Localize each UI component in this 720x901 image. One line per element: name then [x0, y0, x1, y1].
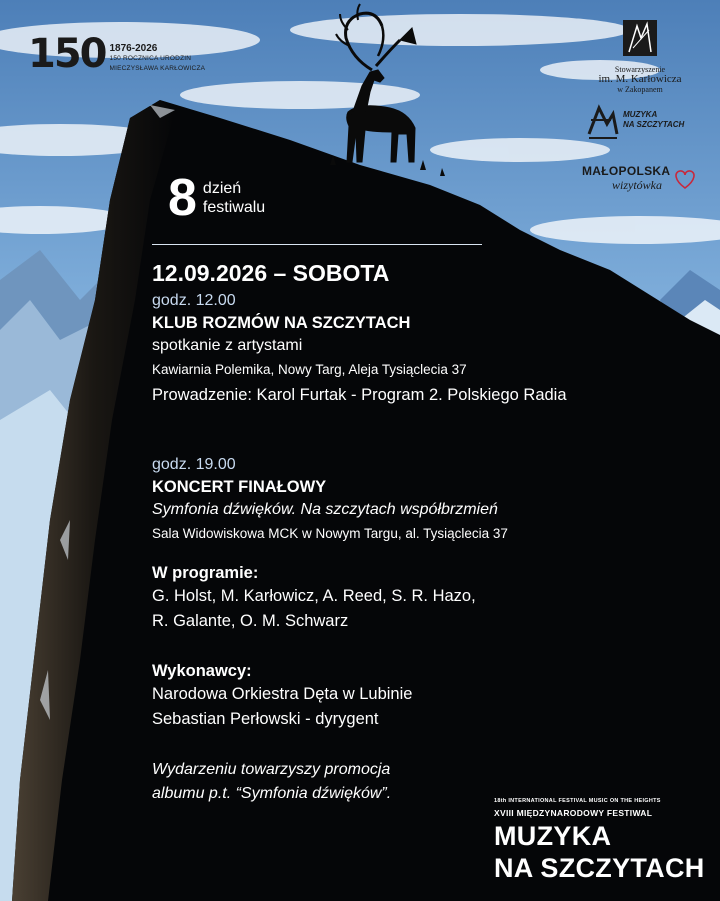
festival-name	[494, 798, 705, 882]
day-word1: dzień	[202, 180, 242, 197]
promo-line2: albumu p.t. “Symfonia dźwięków”.	[152, 785, 392, 802]
anniversary-text	[110, 44, 206, 74]
divider	[152, 244, 482, 245]
anniversary-years: 1876-2026	[109, 43, 158, 54]
event2-subtitle: Symfonia dźwięków. Na szczytach współbrzmień	[152, 501, 498, 518]
performer-2: Sebastian Perłowski - dyrygent	[152, 710, 379, 728]
program-line2: R. Galante, O. M. Schwarz	[152, 612, 349, 630]
festival-day	[168, 169, 266, 227]
anniversary-badge	[28, 32, 205, 76]
program-line1: G. Holst, M. Karłowicz, A. Reed, S. R. Hazo,	[152, 587, 476, 605]
event-date: 12.09.2026 – SOBOTA	[152, 260, 390, 286]
festival-logo-line2: NA SZCZYTACH	[623, 120, 685, 129]
anniversary-number: 150	[28, 31, 106, 77]
schedule	[152, 258, 672, 806]
festival-logo	[585, 100, 684, 140]
program-label: W programie:	[152, 564, 259, 582]
society-logo-icon	[621, 18, 659, 58]
day-label	[203, 179, 265, 217]
event1-subtitle: spotkanie z artystami	[152, 337, 303, 354]
anniversary-line2: MIECZYSŁAWA KARŁOWICZA	[109, 65, 206, 72]
event1-host: Prowadzenie: Karol Furtak - Program 2. Polskiego Radia	[152, 386, 567, 404]
event1-title: KLUB ROZMÓW NA SZCZYTACH	[152, 314, 411, 332]
spacer	[152, 408, 672, 452]
performers-label: Wykonawcy:	[152, 662, 252, 680]
anniversary-line1: 150 ROCZNICA URODZIN	[109, 55, 192, 62]
day-number: 8	[168, 169, 197, 227]
society-logo-line3: w Zakopanem	[617, 85, 663, 94]
malopolska-logo-line2: wizytówka	[612, 178, 662, 192]
performer-1: Narodowa Orkiestra Dęta w Lubinie	[152, 685, 413, 703]
festival-logo-line1: MUZYKA	[623, 110, 658, 119]
festival-tiny-line: 18th INTERNATIONAL FESTIVAL MUSIC ON THE HEIGHTS	[494, 798, 661, 804]
heart-icon	[672, 166, 698, 192]
festival-edition: XVIII MIĘDZYNARODOWY FESTIWAL	[494, 808, 653, 818]
spacer	[152, 732, 672, 758]
festival-name-line2: NA SZCZYTACH	[494, 853, 705, 883]
spacer	[152, 634, 672, 660]
festival-logo-text	[623, 110, 684, 130]
malopolska-logo	[582, 164, 698, 193]
day-word2: festiwalu	[202, 199, 266, 216]
festival-name-line1: MUZYKA	[494, 821, 612, 851]
society-logo-line1: Stowarzyszenie	[614, 65, 666, 74]
society-logo-line2: im. M. Karłowicza	[598, 73, 682, 85]
event2-title: KONCERT FINAŁOWY	[152, 478, 327, 496]
festival-logo-icon	[585, 100, 619, 140]
event2-time: godz. 19.00	[152, 456, 236, 473]
malopolska-logo-text	[582, 164, 670, 193]
spacer	[152, 546, 672, 562]
event1-time: godz. 12.00	[152, 292, 236, 309]
event1-venue: Kawiarnia Polemika, Nowy Targ, Aleja Tysiąclecia 37	[152, 362, 467, 377]
promo-line1: Wydarzeniu towarzyszy promocja	[152, 761, 391, 778]
society-logo	[590, 18, 690, 94]
event2-venue: Sala Widowiskowa MCK w Nowym Targu, al. Tysiąclecia 37	[152, 526, 508, 541]
malopolska-logo-line1: MAŁOPOLSKA	[582, 164, 671, 178]
